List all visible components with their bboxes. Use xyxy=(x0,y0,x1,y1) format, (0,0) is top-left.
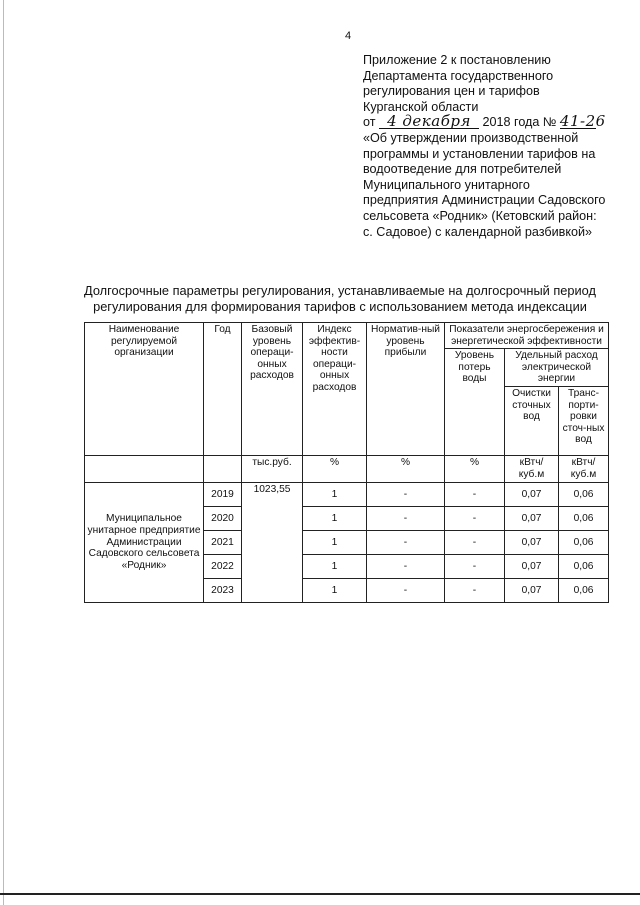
date-suffix: 2018 года № xyxy=(482,115,557,130)
appendix-subject-line: с. Садовое) с календарной разбивкой» xyxy=(363,224,593,239)
unit-transport: кВтч/ куб.м xyxy=(559,455,609,482)
header-specific-consumption: Удельный расход электрической энергии xyxy=(505,349,609,387)
date-prefix: от xyxy=(363,115,376,130)
row-loss: - xyxy=(445,482,505,506)
unit-cell xyxy=(204,455,242,482)
row-profit: - xyxy=(367,578,445,602)
title-line: регулирования для формирования тарифов с использованием метода индексации xyxy=(93,299,587,314)
header-energy-group: Показатели энергосбережения и энергетической эффективности xyxy=(445,323,609,349)
row-year: 2019 xyxy=(204,482,242,506)
header-year: Год xyxy=(204,323,242,456)
base-cost-value: 1023,55 xyxy=(242,482,303,602)
appendix-subject-line: программы и установлении тарифов на xyxy=(363,146,596,161)
appendix-subject-line: Муниципального унитарного xyxy=(363,177,530,192)
header-wastewater-transport: Транс-порти-ровки сточ-ных вод xyxy=(559,386,609,455)
unit-index: % xyxy=(303,455,367,482)
row-clean: 0,07 xyxy=(505,578,559,602)
row-year: 2020 xyxy=(204,506,242,530)
regulation-parameters-table xyxy=(84,322,609,603)
row-loss: - xyxy=(445,530,505,554)
unit-profit: % xyxy=(367,455,445,482)
appendix-subject-line: предприятия Администрации Садовского xyxy=(363,193,606,208)
handwritten-date: 4 декабря xyxy=(379,115,479,129)
scan-bottom-edge xyxy=(0,893,640,895)
header-org: Наименование регулируемой организации xyxy=(85,323,204,456)
row-year: 2022 xyxy=(204,554,242,578)
appendix-line: регулирования цен и тарифов xyxy=(363,84,540,99)
header-profit-level: Норматив-ный уровень прибыли xyxy=(367,323,445,456)
header-efficiency-index: Индекс эффектив-ности операци-онных расходов xyxy=(303,323,367,456)
appendix-line: Курганской области xyxy=(363,99,479,114)
row-clean: 0,07 xyxy=(505,482,559,506)
appendix-line: Приложение 2 к постановлению xyxy=(363,53,551,67)
row-index: 1 xyxy=(303,578,367,602)
unit-clean: кВтч/ куб.м xyxy=(505,455,559,482)
row-transport: 0,06 xyxy=(559,506,609,530)
unit-base: тыс.руб. xyxy=(242,455,303,482)
row-loss: - xyxy=(445,554,505,578)
unit-loss: % xyxy=(445,455,505,482)
row-transport: 0,06 xyxy=(559,578,609,602)
header-wastewater-treatment: Очистки сточных вод xyxy=(505,386,559,455)
document-title xyxy=(60,283,620,315)
row-loss: - xyxy=(445,506,505,530)
row-transport: 0,06 xyxy=(559,482,609,506)
unit-cell xyxy=(85,455,204,482)
row-profit: - xyxy=(367,554,445,578)
row-index: 1 xyxy=(303,530,367,554)
appendix-subject-line: водоотведение для потребителей xyxy=(363,162,562,177)
appendix-line: Департамента государственного xyxy=(363,68,554,83)
row-index: 1 xyxy=(303,506,367,530)
appendix-header xyxy=(363,53,633,240)
row-year: 2021 xyxy=(204,530,242,554)
row-transport: 0,06 xyxy=(559,530,609,554)
row-index: 1 xyxy=(303,554,367,578)
appendix-subject-line: «Об утверждении производственной xyxy=(363,130,579,145)
appendix-subject-line: сельсовета «Родник» (Кетовский район: xyxy=(363,208,597,223)
row-transport: 0,06 xyxy=(559,554,609,578)
title-line: Долгосрочные параметры регулирования, устанавливаемые на долгосрочный период xyxy=(84,283,596,298)
row-clean: 0,07 xyxy=(505,554,559,578)
organization-name: Муниципальное унитарное предприятие Администрации Садовского сельсовета «Родник» xyxy=(85,482,204,602)
row-profit: - xyxy=(367,506,445,530)
appendix-date-line xyxy=(363,112,633,131)
header-base-cost: Базовый уровень операци-онных расходов xyxy=(242,323,303,456)
page-number: 4 xyxy=(345,30,352,42)
header-water-loss: Уровень потерь воды xyxy=(445,349,505,456)
row-clean: 0,07 xyxy=(505,530,559,554)
scan-left-edge xyxy=(3,0,4,905)
row-profit: - xyxy=(367,482,445,506)
row-loss: - xyxy=(445,578,505,602)
row-profit: - xyxy=(367,530,445,554)
row-year: 2023 xyxy=(204,578,242,602)
row-index: 1 xyxy=(303,482,367,506)
handwritten-number: 41-26 xyxy=(559,112,606,131)
row-clean: 0,07 xyxy=(505,506,559,530)
